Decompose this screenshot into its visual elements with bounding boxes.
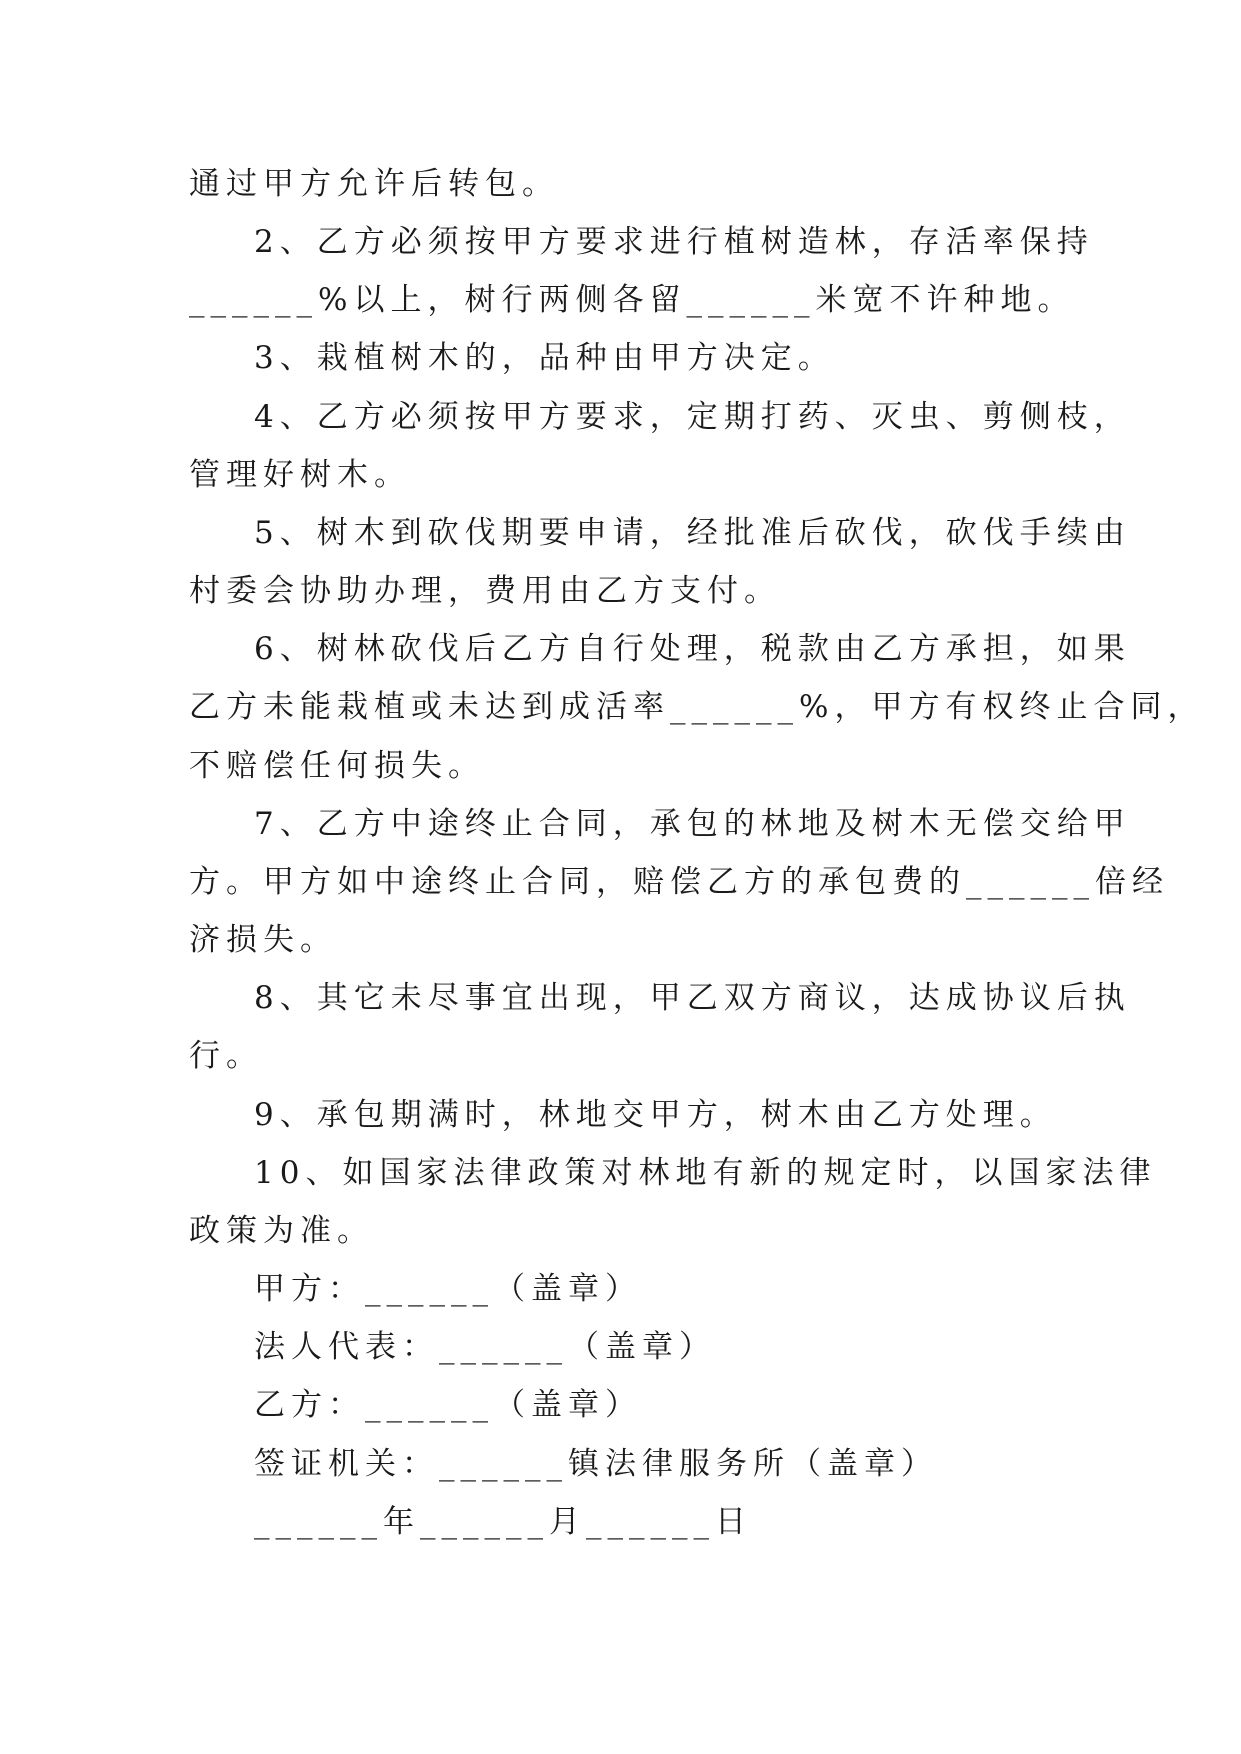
paragraph-line: 5、树木到砍伐期要申请，经批准后砍伐，砍伐手续由 bbox=[254, 515, 1131, 551]
paragraph-line: 2、乙方必须按甲方要求进行植树造林，存活率保持 bbox=[254, 224, 1094, 260]
paragraph-line: 乙方未能栽植或未达到成活率______%，甲方有权终止合同， bbox=[189, 689, 1205, 725]
signature-notary-office: 签证机关：______镇法律服务所（盖章） bbox=[254, 1446, 938, 1482]
paragraph-line: 10、如国家法律政策对林地有新的规定时，以国家法律 bbox=[254, 1155, 1157, 1191]
paragraph-line: 6、树林砍伐后乙方自行处理，税款由乙方承担，如果 bbox=[254, 631, 1131, 667]
paragraph-line: 通过甲方允许后转包。 bbox=[189, 166, 559, 202]
paragraph-line: 9、承包期满时，林地交甲方，树木由乙方处理。 bbox=[254, 1097, 1057, 1133]
paragraph-line: 3、栽植树木的，品种由甲方决定。 bbox=[254, 340, 835, 376]
paragraph-line: 管理好树木。 bbox=[189, 457, 411, 493]
paragraph-line: ______%以上，树行两侧各留______米宽不许种地。 bbox=[189, 282, 1075, 318]
signature-party-a: 甲方：______（盖章） bbox=[254, 1271, 642, 1307]
paragraph-line: 不赔偿任何损失。 bbox=[189, 748, 485, 784]
paragraph-line: 济损失。 bbox=[189, 922, 337, 958]
paragraph-line: 村委会协助办理，费用由乙方支付。 bbox=[189, 573, 781, 609]
paragraph-line: 7、乙方中途终止合同，承包的林地及树木无偿交给甲 bbox=[254, 806, 1131, 842]
paragraph-line: 行。 bbox=[189, 1038, 263, 1074]
signature-legal-representative: 法人代表：______（盖章） bbox=[254, 1329, 716, 1365]
paragraph-line: 4、乙方必须按甲方要求，定期打药、灭虫、剪侧枝， bbox=[254, 399, 1131, 435]
paragraph-line: 政策为准。 bbox=[189, 1213, 374, 1249]
signature-party-b: 乙方：______（盖章） bbox=[254, 1387, 642, 1423]
signature-date: ______年______月______日 bbox=[254, 1504, 752, 1540]
paragraph-line: 方。甲方如中途终止合同，赔偿乙方的承包费的______倍经 bbox=[189, 864, 1169, 900]
paragraph-line: 8、其它未尽事宜出现，甲乙双方商议，达成协议后执 bbox=[254, 980, 1131, 1016]
